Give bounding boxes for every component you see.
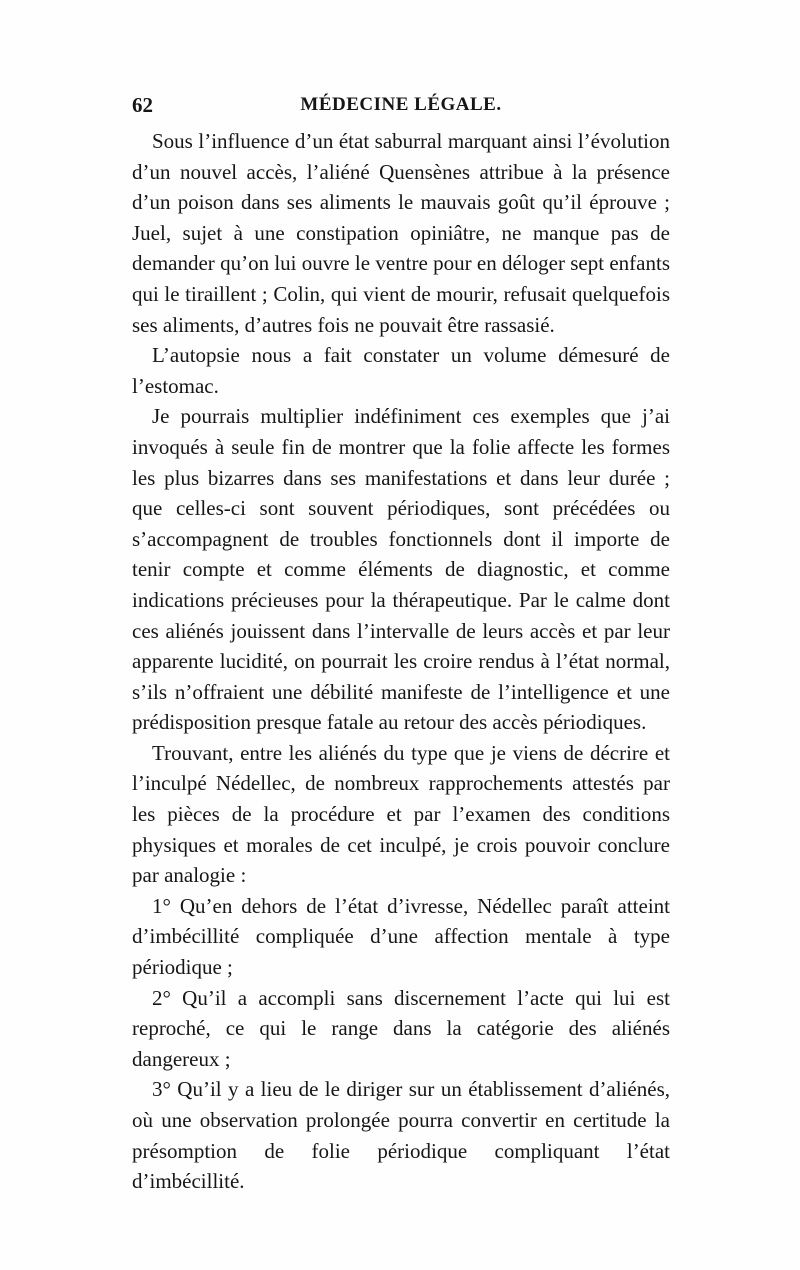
body-text — [132, 126, 670, 1197]
page-number: 62 — [132, 93, 153, 117]
paragraph-symptoms: Sous l’influence d’un état saburral marquant ainsi l’évolution d’un nouvel accès, l’aliéné Quensènes attribue à la présence d’un poison dans ses aliments le mauvais goût qu’il éprouve ; Juel, sujet à une constipation opiniâtre, ne manque pas de demander qu’on lui ouvre le ventre pour en déloger sept enfants qui le tiraillent ; Colin, qui vient de mourir, refusait quelquefois ses aliments, d’autres fois ne pouvait être rassasié. — [132, 129, 670, 337]
paragraph-examples: Je pourrais multiplier indéfiniment ces exemples que j’ai invoqués à seule fin de montrer que la folie affecte les formes les plus bizarres dans ses manifestations et dans leur durée ; que celles-ci sont souvent périodiques, sont précédées ou s’accompagnent de troubles fonctionnels dont il importe de tenir compte et comme éléments de diagnostic, et comme indications précieuses pour la thérapeutique. Par le calme dont ces aliénés jouissent dans l’intervalle de leurs accès et par leur apparente lucidité, on pourrait les croire rendus à l’état normal, s’ils n’offraient une débilité manifeste de l’intelligence et une prédisposition presque fatale au retour des accès périodiques. — [132, 404, 670, 735]
page-header — [132, 93, 670, 121]
paragraph-autopsy: L’autopsie nous a fait constater un volume démesuré de l’estomac. — [132, 343, 670, 398]
conclusion-item-2: 2° Qu’il a accompli sans discernement l’acte qui lui est reproché, ce qui le range dans la catégorie des aliénés dangereux ; — [132, 985, 670, 1071]
paragraph-conclusion-intro: Trouvant, entre les aliénés du type que je viens de décrire et l’inculpé Nédellec, de nombreux rapprochements attestés par les pièces de la procédure et par l’examen des conditions physiques et morales de cet inculpé, je crois pouvoir conclure par analogie : — [132, 740, 670, 888]
running-title: MÉDECINE LÉGALE. — [300, 94, 502, 115]
conclusion-item-3: 3° Qu’il y a lieu de le diriger sur un établissement d’aliénés, où une observation prolongée pourra convertir en certitude la présomption de folie périodique compliquant l’état d’imbécillité. — [132, 1077, 670, 1194]
conclusion-item-1: 1° Qu’en dehors de l’état d’ivresse, Nédellec paraît atteint d’imbécillité compliquée d’une affection mentale à type périodique ; — [132, 893, 670, 980]
